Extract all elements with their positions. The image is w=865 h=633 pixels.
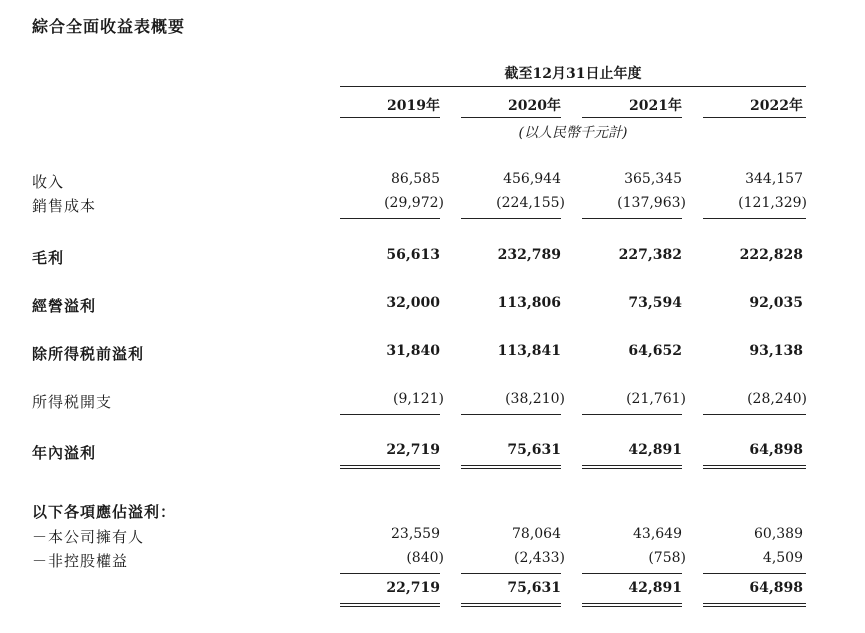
value-cell: 222,828: [739, 247, 803, 263]
value-cell: 43,649: [633, 526, 682, 542]
page-title: 綜合全面收益表概要: [32, 17, 186, 36]
row-label: 收入: [32, 173, 65, 191]
period-header: 截至12月31日止年度: [504, 66, 642, 82]
value-cell: 60,389: [754, 526, 803, 542]
table-row: [0, 442, 865, 464]
double-rule: [340, 603, 440, 607]
table-row: [0, 295, 865, 317]
subtotal-rule: [340, 218, 440, 219]
value-cell: 73,594: [628, 295, 682, 311]
double-rule: [340, 465, 440, 469]
value-cell: 64,898: [749, 580, 803, 596]
value-cell: 56,613: [386, 247, 440, 263]
value-cell: (9,121): [392, 391, 444, 407]
double-rule: [703, 603, 806, 607]
subtotal-rule: [461, 414, 561, 415]
table-row: [0, 391, 865, 413]
year-rule-2021: [582, 117, 682, 118]
row-label: 除所得税前溢利: [32, 345, 145, 363]
value-cell: 456,944: [503, 171, 561, 187]
double-rule: [461, 465, 561, 469]
value-cell: 365,345: [624, 171, 682, 187]
value-cell: 92,035: [749, 295, 803, 311]
value-cell: (28,240): [747, 391, 807, 407]
value-cell: 113,841: [497, 343, 561, 359]
value-cell: 86,585: [391, 171, 440, 187]
row-label: 經營溢利: [32, 297, 97, 315]
value-cell: 93,138: [749, 343, 803, 359]
value-cell: 42,891: [628, 580, 682, 596]
subtotal-rule: [340, 573, 440, 574]
year-rule-2020: [461, 117, 561, 118]
year-header-2021: 2021年: [629, 98, 682, 114]
table-row: [0, 343, 865, 365]
double-rule: [703, 465, 806, 469]
row-label: －非控股權益: [32, 552, 129, 570]
subtotal-rule: [461, 573, 561, 574]
value-cell: 227,382: [618, 247, 682, 263]
year-header-2019: 2019年: [387, 98, 440, 114]
subtotal-rule: [340, 414, 440, 415]
year-rule-2019: [340, 117, 440, 118]
value-cell: 64,898: [749, 442, 803, 458]
value-cell: 344,157: [745, 171, 803, 187]
row-label: －本公司擁有人: [32, 528, 145, 546]
row-label: 毛利: [32, 249, 65, 267]
value-cell: (2,433): [513, 550, 565, 566]
row-label: 銷售成本: [32, 197, 97, 215]
value-cell: (21,761): [626, 391, 686, 407]
value-cell: (758): [648, 550, 686, 566]
value-cell: (38,210): [505, 391, 565, 407]
value-cell: 22,719: [386, 580, 440, 596]
double-rule: [582, 465, 682, 469]
subtotal-rule: [582, 573, 682, 574]
row-label: 所得税開支: [32, 393, 113, 411]
table-row: [0, 526, 865, 548]
value-cell: (29,972): [384, 195, 444, 211]
value-cell: (840): [406, 550, 444, 566]
year-header-2020: 2020年: [508, 98, 561, 114]
table-row: [0, 171, 865, 193]
value-cell: 113,806: [497, 295, 561, 311]
subtotal-rule: [703, 573, 806, 574]
subtotal-rule: [703, 414, 806, 415]
table-row: [0, 550, 865, 572]
year-rule-2022: [703, 117, 806, 118]
table-row: [0, 195, 865, 217]
double-rule: [582, 603, 682, 607]
value-cell: 23,559: [391, 526, 440, 542]
value-cell: 22,719: [386, 442, 440, 458]
value-cell: 75,631: [507, 442, 561, 458]
value-cell: 64,652: [628, 343, 682, 359]
value-cell: 232,789: [497, 247, 561, 263]
subtotal-rule: [582, 414, 682, 415]
value-cell: (137,963): [617, 195, 686, 211]
subtotal-rule: [461, 218, 561, 219]
subtotal-rule: [703, 218, 806, 219]
unit-note: (以人民幣千元計): [518, 125, 628, 141]
table-row: [0, 501, 865, 523]
subtotal-rule: [582, 218, 682, 219]
value-cell: 75,631: [507, 580, 561, 596]
value-cell: (121,329): [738, 195, 807, 211]
row-label: 以下各項應佔溢利：: [32, 503, 177, 521]
double-rule: [461, 603, 561, 607]
value-cell: 78,064: [512, 526, 561, 542]
table-row: [0, 247, 865, 269]
value-cell: (224,155): [496, 195, 565, 211]
value-cell: 31,840: [386, 343, 440, 359]
value-cell: 32,000: [386, 295, 440, 311]
period-header-rule: [340, 86, 806, 87]
value-cell: 4,509: [762, 550, 803, 566]
table-row: [0, 580, 865, 602]
year-header-2022: 2022年: [750, 98, 803, 114]
row-label: 年內溢利: [32, 444, 97, 462]
value-cell: 42,891: [628, 442, 682, 458]
